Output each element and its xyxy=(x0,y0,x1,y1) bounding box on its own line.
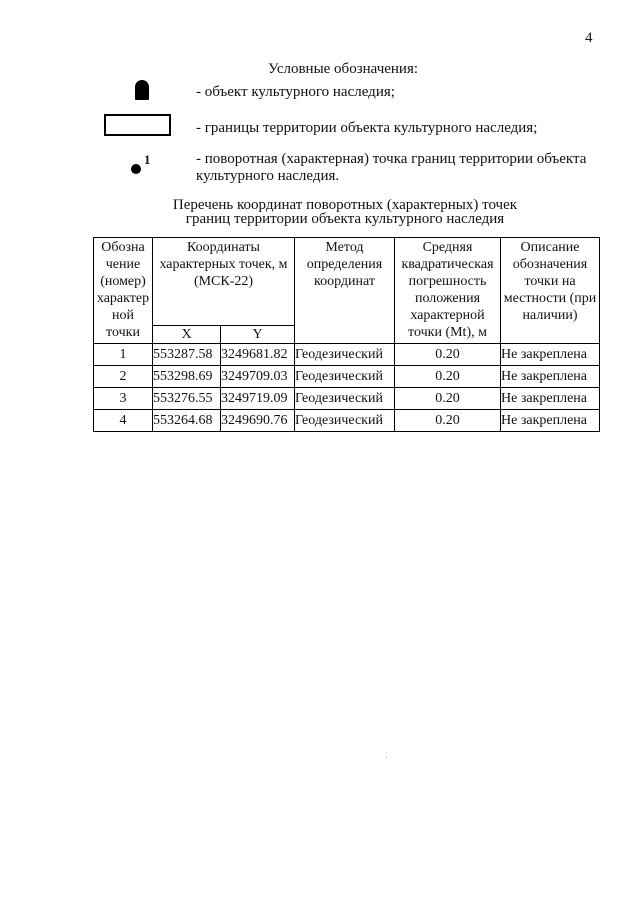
cell-method: Геодезический xyxy=(295,366,395,388)
territory-boundary-icon xyxy=(104,114,171,136)
legend-item-turning-point: - поворотная (характерная) точка границ территории объекта культурного наследия. xyxy=(196,151,587,184)
legend-title: Условные обозначения: xyxy=(268,61,419,77)
cell-description: Не закреплена xyxy=(501,366,600,388)
cell-description: Не закреплена xyxy=(501,388,600,410)
cell-method: Геодезический xyxy=(295,410,395,432)
cell-y: 3249681.82 xyxy=(221,344,295,366)
table-row xyxy=(94,388,600,410)
header-method: Метод определения координат xyxy=(295,238,395,344)
cell-description: Не закреплена xyxy=(501,410,600,432)
cell-x: 553276.55 xyxy=(153,388,221,410)
cell-y: 3249690.76 xyxy=(221,410,295,432)
cell-mean-error: 0.20 xyxy=(395,366,501,388)
cell-point-number: 3 xyxy=(94,388,153,410)
header-x: X xyxy=(153,326,221,344)
cell-point-number: 4 xyxy=(94,410,153,432)
table-row xyxy=(94,410,600,432)
header-point-number: Обозна чение (номер) характер ной точки xyxy=(94,238,153,344)
cell-mean-error: 0.20 xyxy=(395,410,501,432)
header-coordinates: Координаты характерных точек, м (МСК-22) xyxy=(153,238,295,326)
table-caption-line-1: Перечень координат поворотных (характерных) точек xyxy=(172,197,518,213)
turning-point-icon-label: 1 xyxy=(144,152,151,167)
table-caption-line-2: границ территории объекта культурного наследия xyxy=(185,211,505,227)
cultural-object-icon xyxy=(135,80,149,100)
cell-x: 553264.68 xyxy=(153,410,221,432)
cell-y: 3249719.09 xyxy=(221,388,295,410)
cell-mean-error: 0.20 xyxy=(395,388,501,410)
page-number: 4 xyxy=(585,30,593,46)
cell-point-number: 1 xyxy=(94,344,153,366)
legend-item-territory-boundary: - границы территории объекта культурного наследия; xyxy=(196,120,538,136)
header-description: Описание обозначения точки на местности (при наличии) xyxy=(501,238,600,344)
turning-point-icon xyxy=(131,164,141,174)
scan-dot xyxy=(386,757,387,758)
cell-point-number: 2 xyxy=(94,366,153,388)
header-y: Y xyxy=(221,326,295,344)
cell-mean-error: 0.20 xyxy=(395,344,501,366)
cell-description: Не закреплена xyxy=(501,344,600,366)
table-header-row xyxy=(94,238,600,326)
legend-item-cultural-object: - объект культурного наследия; xyxy=(196,84,395,100)
header-mean-error: Средняя квадратическая погрешность положения характерной точки (Mt), м xyxy=(395,238,501,344)
cell-method: Геодезический xyxy=(295,344,395,366)
cell-x: 553298.69 xyxy=(153,366,221,388)
cell-y: 3249709.03 xyxy=(221,366,295,388)
cell-x: 553287.58 xyxy=(153,344,221,366)
table-caption xyxy=(90,198,600,226)
table-row xyxy=(94,344,600,366)
cell-method: Геодезический xyxy=(295,388,395,410)
coordinates-table xyxy=(93,237,600,432)
table-row xyxy=(94,366,600,388)
